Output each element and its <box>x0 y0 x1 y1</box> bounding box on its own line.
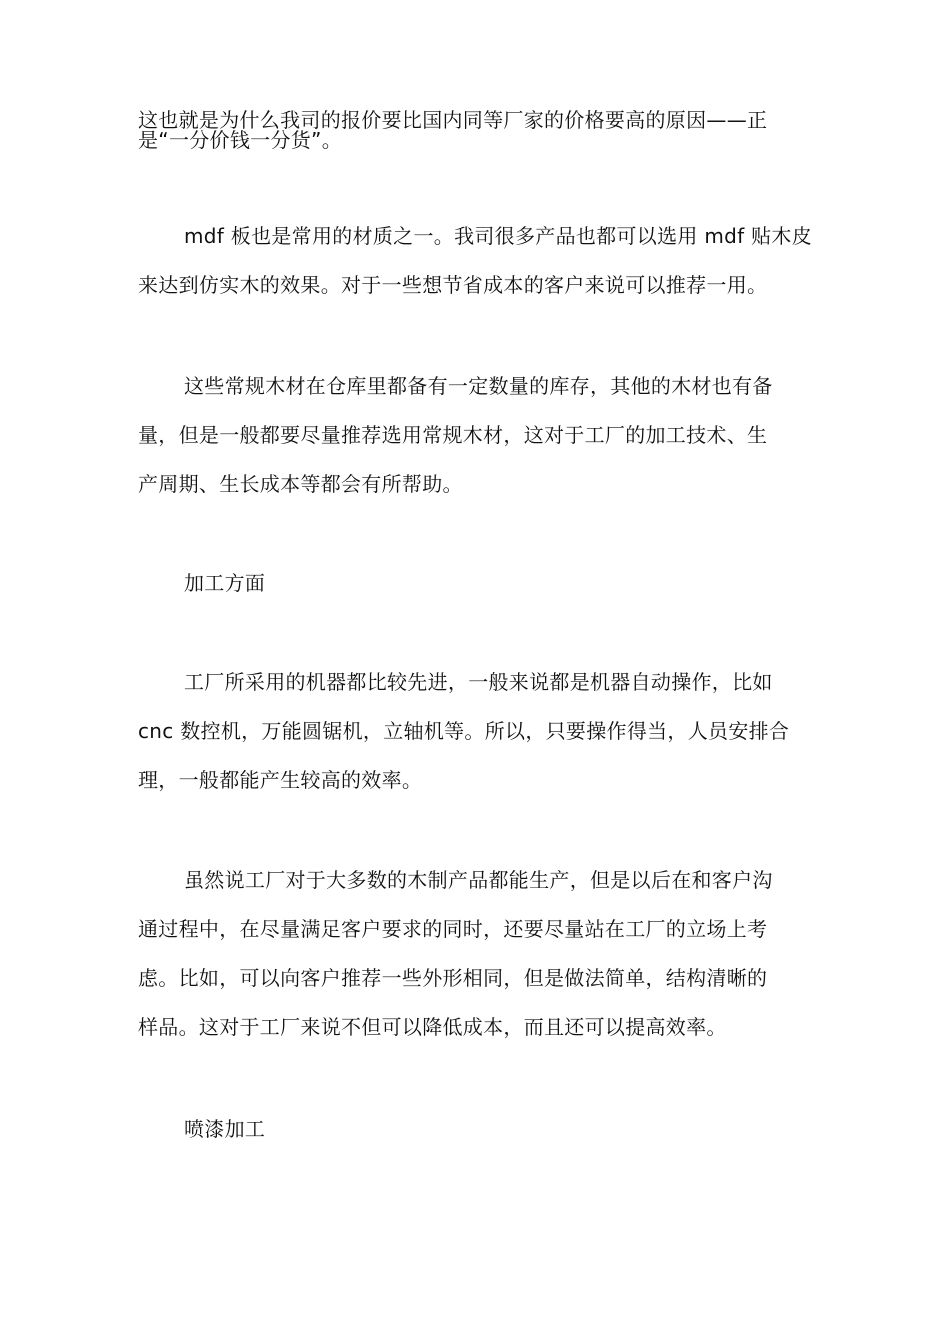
text-line: 这也就是为什么我司的报价要比国内同等厂家的价格要高的原因——正 <box>138 108 768 132</box>
text-line: 来达到仿实木的效果。对于一些想节省成本的客户来说可以推荐一用。 <box>138 273 768 297</box>
text-line: 这些常规木材在仓库里都备有一定数量的库存，其他的木材也有备 <box>184 374 773 398</box>
text-line: 理，一般都能产生较高的效率。 <box>138 768 423 792</box>
paragraph-price-reason <box>138 110 818 150</box>
text-line: cnc 数控机，万能圆锯机，立轴机等。所以，只要操作得当，人员安排合 <box>138 719 790 743</box>
text-line: mdf 板也是常用的材质之一。我司很多产品也都可以选用 mdf 贴木皮 <box>184 224 813 248</box>
text-line: 产周期、生长成本等都会有所帮助。 <box>138 472 463 496</box>
section-heading: 喷漆加工 <box>184 1117 266 1141</box>
section-heading: 加工方面 <box>184 571 266 595</box>
text-line: 虑。比如，可以向客户推荐一些外形相同，但是做法简单，结构清晰的 <box>138 966 768 990</box>
section-heading-painting <box>138 1105 818 1154</box>
section-heading-processing <box>138 559 818 608</box>
paragraph-mdf <box>138 212 818 310</box>
text-line: 虽然说工厂对于大多数的木制产品都能生产，但是以后在和客户沟 <box>184 868 773 892</box>
paragraph-inventory <box>138 362 818 509</box>
text-line: 样品。这对于工厂来说不但可以降低成本，而且还可以提高效率。 <box>138 1015 727 1039</box>
text-line: 量，但是一般都要尽量推荐选用常规木材，这对于工厂的加工技术、生 <box>138 423 768 447</box>
text-line: 是“一分价钱一分货”。 <box>138 128 343 152</box>
text-line: 通过程中，在尽量满足客户要求的同时，还要尽量站在工厂的立场上考 <box>138 917 768 941</box>
paragraph-machines <box>138 658 818 805</box>
paragraph-customer-communication <box>138 856 818 1052</box>
text-line: 工厂所采用的机器都比较先进，一般来说都是机器自动操作，比如 <box>184 670 773 694</box>
